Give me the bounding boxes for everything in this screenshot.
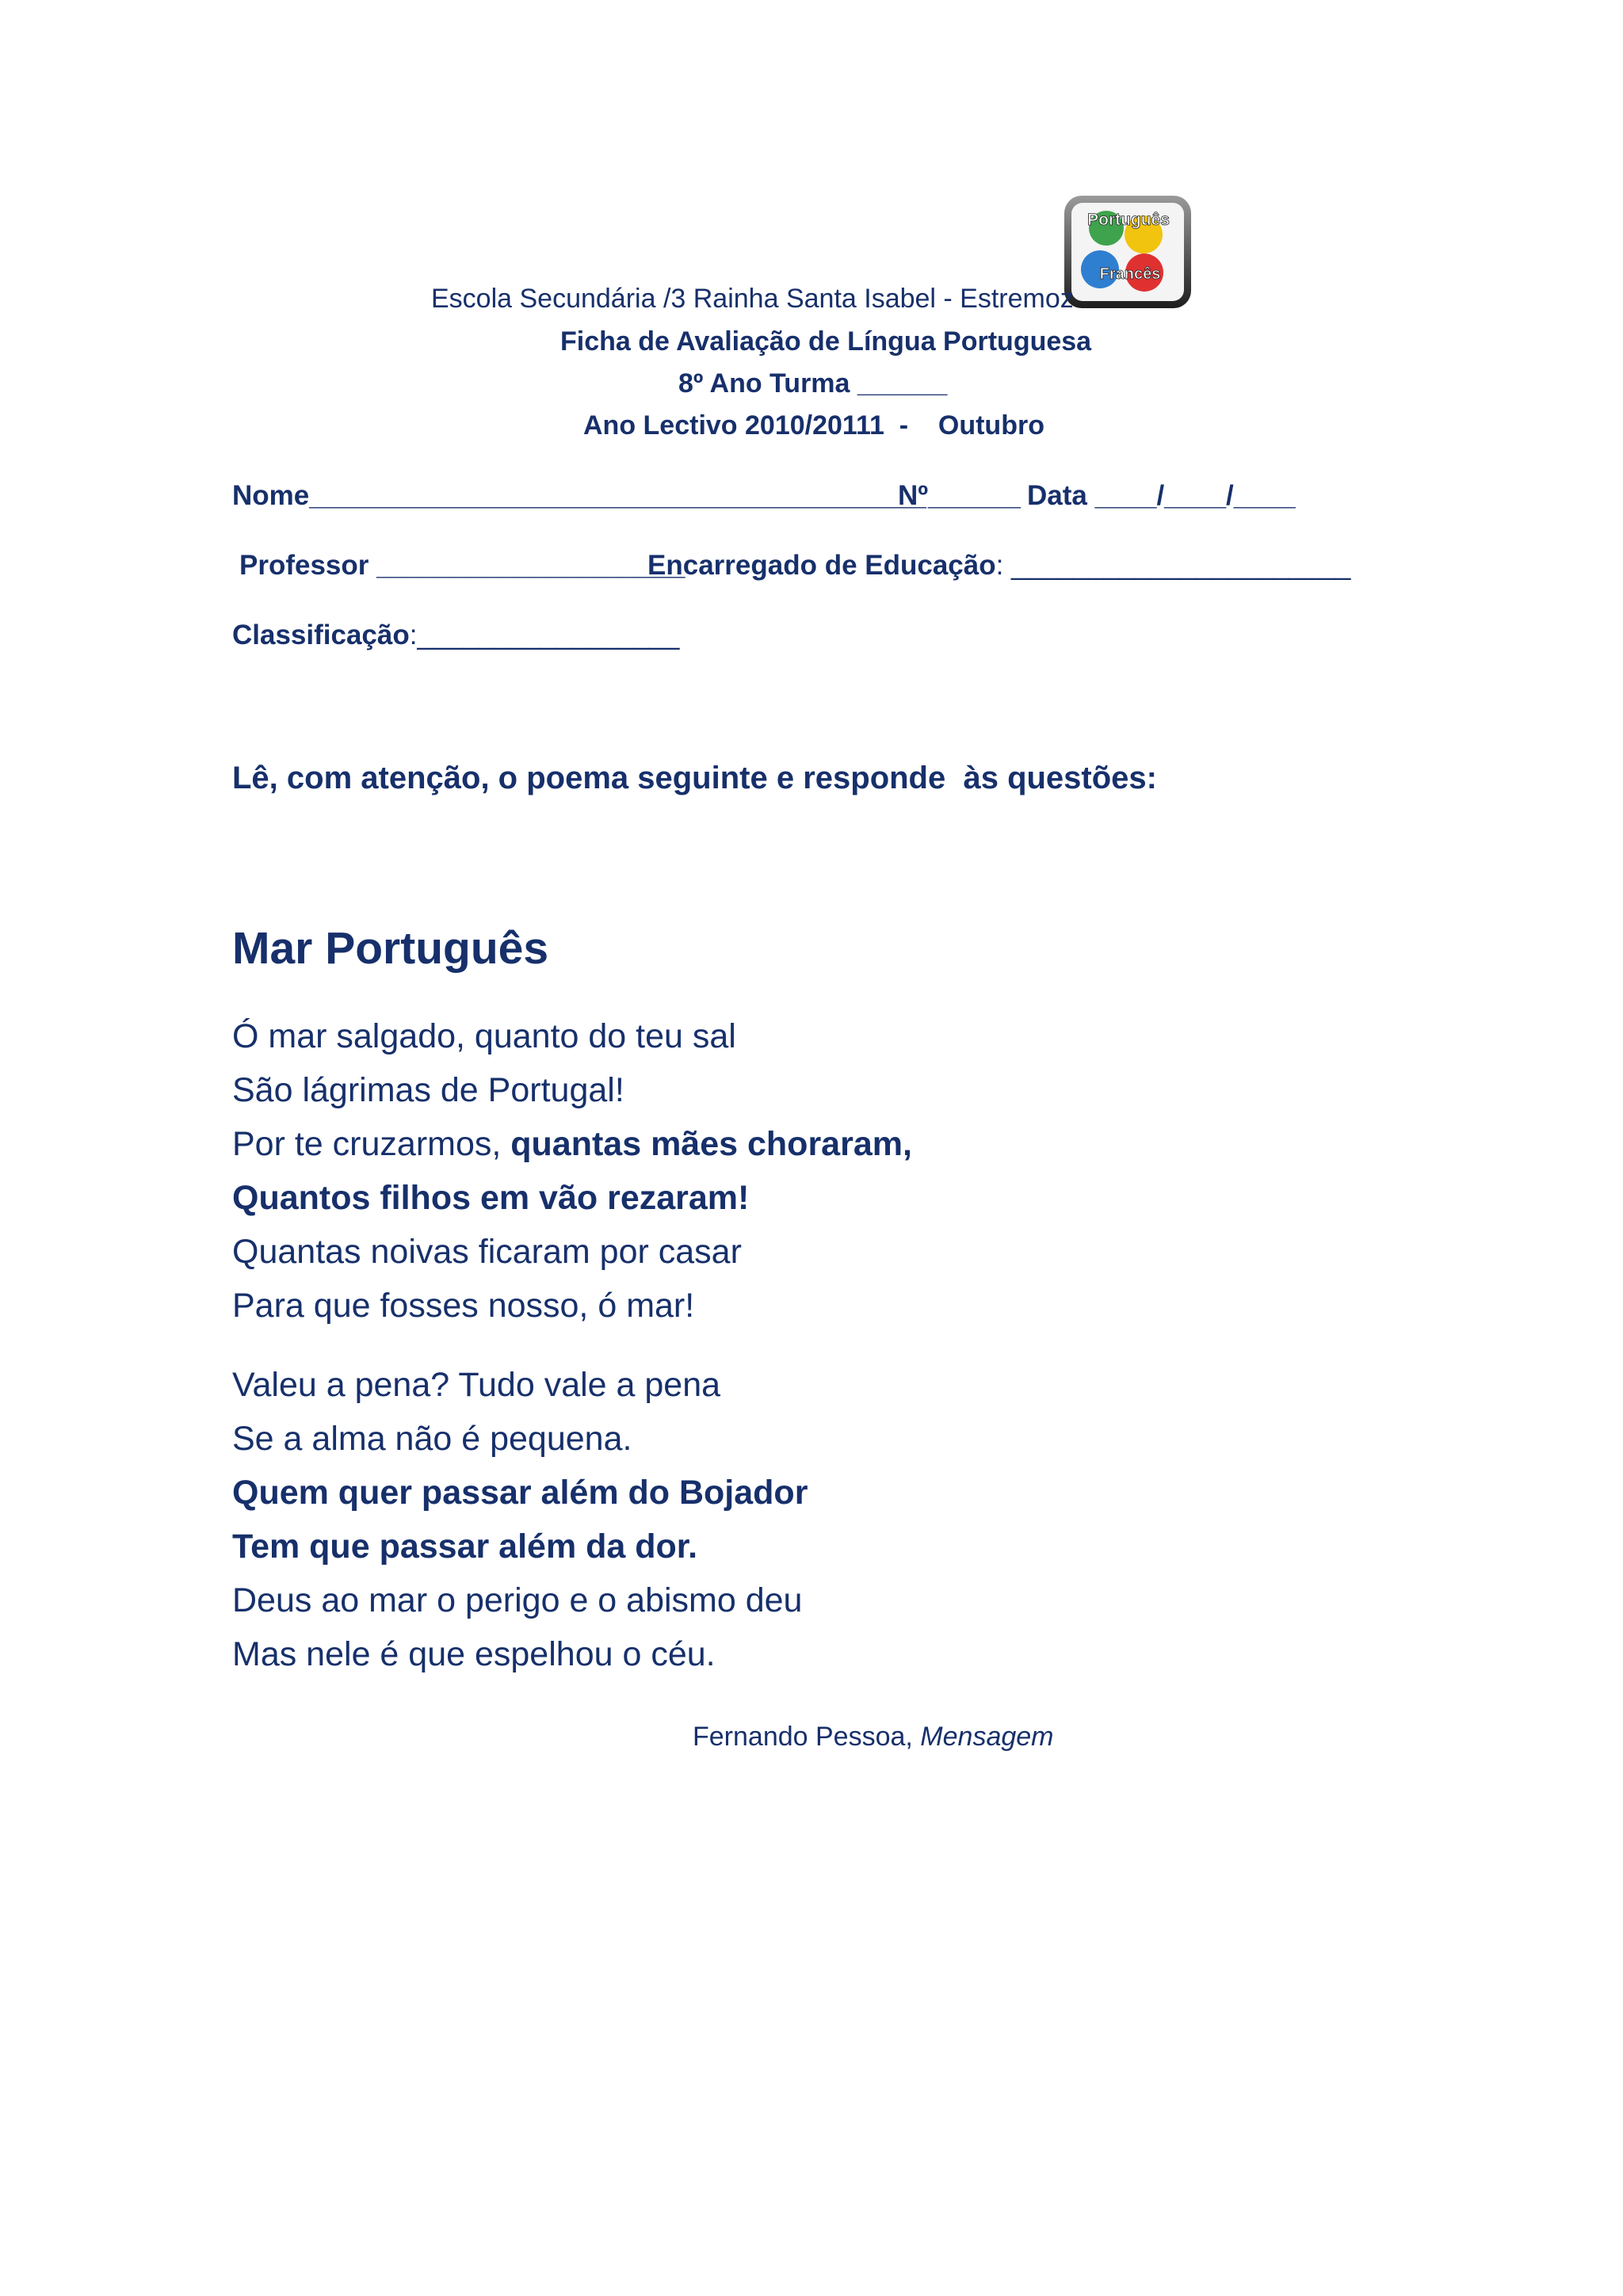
- poem-title: Mar Português: [232, 923, 549, 974]
- verse-line: Quantas noivas ficaram por casar: [232, 1233, 742, 1271]
- worksheet-title: Ficha de Avaliação de Língua Portuguesa: [560, 326, 1092, 357]
- guardian-blank: : ______________________: [995, 550, 1351, 581]
- grade-result-field: [232, 620, 679, 651]
- verse-line: Ó mar salgado, quanto do teu sal: [232, 1017, 736, 1055]
- logo-text-portugues: Português: [1087, 211, 1170, 229]
- source-title: Mensagem: [920, 1722, 1054, 1752]
- verse-line: Se a alma não é pequena.: [232, 1420, 632, 1458]
- guardian-label: Encarregado de Educação: [647, 550, 996, 581]
- school-year-line: Ano Lectivo 2010/20111 - Outubro: [583, 410, 1044, 441]
- author-name: Fernando Pessoa,: [693, 1722, 921, 1752]
- poem-stanza-2: [232, 1358, 808, 1681]
- school-logo: [1062, 193, 1193, 311]
- verse-line: Para que fosses nosso, ó mar!: [232, 1287, 695, 1325]
- poem-stanza-1: [232, 1009, 912, 1333]
- verse-line: [232, 1117, 912, 1171]
- classification-label: Classificação: [232, 620, 410, 650]
- verse-line: Quem quer passar além do Bojador: [232, 1474, 808, 1512]
- verse-line: Quantos filhos em vão rezaram!: [232, 1179, 750, 1217]
- logo-text-frances: Francês: [1099, 265, 1161, 283]
- verse-line: Tem que passar além da dor.: [232, 1527, 698, 1566]
- verse-line: Mas nele é que espelhou o céu.: [232, 1635, 716, 1673]
- classification-blank: :_________________: [409, 620, 680, 650]
- verse-line-part: Por te cruzarmos,: [232, 1125, 511, 1163]
- instruction-text: Lê, com atenção, o poema seguinte e responde às questões:: [232, 761, 1157, 795]
- number-field: Nº______: [898, 480, 1021, 511]
- verse-line-bold-part: quantas mães choraram,: [510, 1125, 912, 1163]
- grade-class-line: 8º Ano Turma ______: [678, 368, 948, 399]
- date-field: Data ____/____/____: [1027, 480, 1296, 511]
- name-field: Nome________________________________________: [232, 480, 926, 511]
- school-name: Escola Secundária /3 Rainha Santa Isabel - Estremoz: [431, 284, 1074, 314]
- verse-line: Valeu a pena? Tudo vale a pena: [232, 1366, 721, 1404]
- guardian-field: [647, 550, 1350, 582]
- teacher-field: Professor ____________________: [239, 550, 685, 581]
- verse-line: São lágrimas de Portugal!: [232, 1071, 624, 1109]
- poem-attribution: [693, 1722, 1054, 1753]
- verse-line: Deus ao mar o perigo e o abismo deu: [232, 1581, 803, 1619]
